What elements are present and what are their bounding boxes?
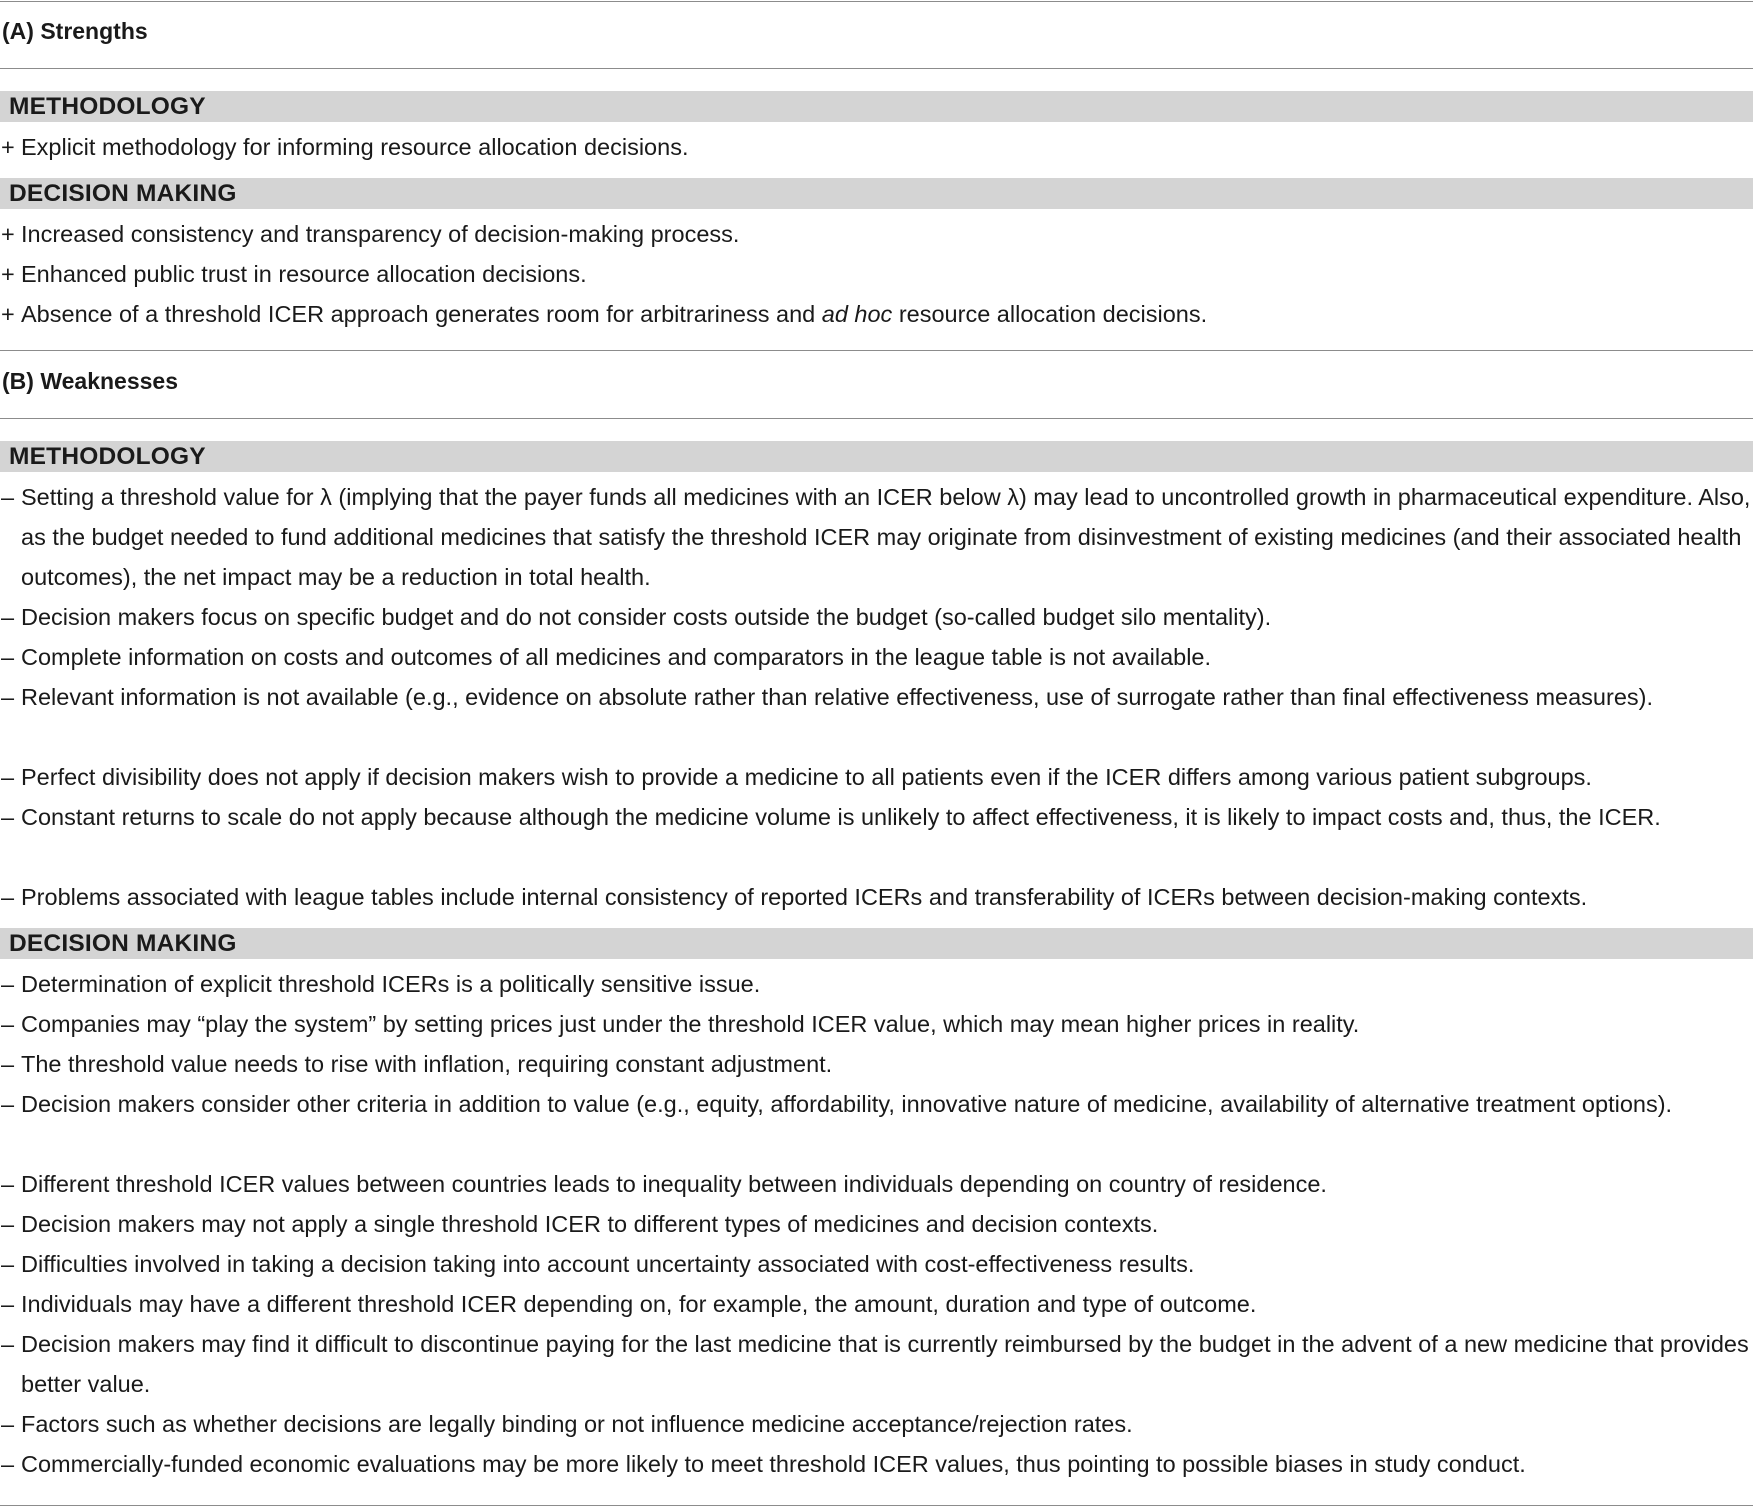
list-marker: –	[1, 971, 15, 997]
bottom-rule	[0, 1505, 1753, 1506]
list-marker: –	[1, 1411, 15, 1437]
list-item-text: Decision makers may not apply a single threshold ICER to different types of medicines and decision contexts.	[21, 1211, 1159, 1237]
strengths-title: (A) Strengths	[2, 18, 148, 44]
list-item-text: Decision makers focus on specific budget and do not consider costs outside the budget (so-called budget silo mentality).	[21, 604, 1272, 630]
list-marker: –	[1, 604, 15, 630]
list-marker: –	[1, 1211, 15, 1237]
list-item-text: Setting a threshold value for λ (implying that the payer funds all medicines with an ICER below λ) may lead to uncontrolled growth in pharmaceutical expenditure. Also, as the budget needed to fund additional medicines that satisfy the threshold ICER may originate from disinvestment of existing medicines (and their associated health outcomes), the net impact may be a reduction in total health.	[21, 484, 1751, 590]
list-marker: –	[1, 1251, 15, 1277]
list-marker: –	[1, 1451, 15, 1477]
list-item	[1, 1404, 1753, 1444]
weaknesses-decision-heading-bar	[0, 928, 1753, 959]
list-marker: +	[1, 261, 15, 287]
list-item	[1, 597, 1753, 637]
list-item	[1, 214, 1753, 254]
list-item-text: Companies may “play the system” by setting prices just under the threshold ICER value, which may mean higher prices in reality.	[21, 1011, 1360, 1037]
list-marker: +	[1, 301, 15, 327]
list-item	[1, 1284, 1753, 1324]
top-rule	[0, 1, 1753, 2]
weaknesses-decision-heading: DECISION MAKING	[9, 930, 237, 957]
list-item	[1, 127, 1753, 167]
list-item	[1, 877, 1753, 917]
list-item	[1, 1204, 1753, 1244]
list-marker: –	[1, 1331, 15, 1357]
strengths-decision-heading-bar	[0, 178, 1753, 209]
list-marker: –	[1, 1171, 15, 1197]
list-item	[1, 1444, 1753, 1484]
list-item-text: Perfect divisibility does not apply if decision makers wish to provide a medicine to all patients even if the ICER differs among various patient subgroups.	[21, 764, 1592, 790]
list-item-text: Increased consistency and transparency of decision-making process.	[21, 221, 740, 247]
list-item-text: Different threshold ICER values between countries leads to inequality between individuals depending on country of residence.	[21, 1171, 1327, 1197]
strengths-title-rule	[0, 68, 1753, 69]
weaknesses-title-rule	[0, 418, 1753, 419]
list-item	[1, 1084, 1753, 1124]
strengths-decision-heading: DECISION MAKING	[9, 180, 237, 207]
list-marker: –	[1, 684, 15, 710]
list-item-text: Problems associated with league tables include internal consistency of reported ICERs and transferability of ICERs between decision-making contexts.	[21, 884, 1588, 910]
list-marker: –	[1, 804, 15, 830]
list-marker: –	[1, 484, 15, 510]
list-marker: –	[1, 1091, 15, 1117]
list-item	[1, 1244, 1753, 1284]
list-item	[1, 797, 1753, 837]
list-item-text: Individuals may have a different threshold ICER depending on, for example, the amount, duration and type of outcome.	[21, 1291, 1257, 1317]
list-item-text-after: resource allocation decisions.	[898, 301, 1208, 327]
list-item-text: Decision makers may find it difficult to discontinue paying for the last medicine that is currently reimbursed by the budget in the advent of a new medicine that provides better value.	[21, 1331, 1749, 1397]
list-marker: +	[1, 221, 15, 247]
list-item-text: The threshold value needs to rise with inflation, requiring constant adjustment.	[21, 1051, 833, 1077]
list-item-text: Factors such as whether decisions are legally binding or not influence medicine acceptance/rejection rates.	[21, 1411, 1133, 1437]
list-item	[1, 1004, 1753, 1044]
weaknesses-methodology-heading-bar	[0, 441, 1753, 472]
list-item-text: Explicit methodology for informing resource allocation decisions.	[21, 134, 689, 160]
list-item-italic: ad hoc	[821, 301, 893, 327]
weaknesses-top-rule	[0, 350, 1753, 351]
list-item	[1, 294, 1753, 334]
strengths-methodology-heading-bar	[0, 91, 1753, 122]
list-item-text: Difficulties involved in taking a decision taking into account uncertainty associated with cost-effectiveness results.	[21, 1251, 1195, 1277]
list-marker: –	[1, 1011, 15, 1037]
weaknesses-methodology-heading: METHODOLOGY	[9, 443, 206, 470]
list-item-text: Decision makers consider other criteria in addition to value (e.g., equity, affordability, innovative nature of medicine, availability of alternative treatment options).	[21, 1091, 1673, 1117]
list-marker: +	[1, 134, 15, 160]
list-item-text: Determination of explicit threshold ICERs is a politically sensitive issue.	[21, 971, 761, 997]
list-item	[1, 254, 1753, 294]
list-item-text: Absence of a threshold ICER approach generates room for arbitrariness and	[21, 301, 816, 327]
list-marker: –	[1, 764, 15, 790]
list-item	[1, 1324, 1753, 1404]
list-item	[1, 677, 1753, 717]
list-item-text: Constant returns to scale do not apply because although the medicine volume is unlikely to affect effectiveness, it is likely to impact costs and, thus, the ICER.	[21, 804, 1661, 830]
strengths-methodology-heading: METHODOLOGY	[9, 93, 206, 120]
list-item-text: Complete information on costs and outcomes of all medicines and comparators in the league table is not available.	[21, 644, 1212, 670]
list-item-text: Relevant information is not available (e.g., evidence on absolute rather than relative effectiveness, use of surrogate rather than final effectiveness measures).	[21, 684, 1653, 710]
list-marker: –	[1, 1051, 15, 1077]
weaknesses-title: (B) Weaknesses	[2, 368, 178, 394]
list-item-text: Enhanced public trust in resource allocation decisions.	[21, 261, 587, 287]
list-marker: –	[1, 644, 15, 670]
list-item	[1, 1044, 1753, 1084]
list-marker: –	[1, 884, 15, 910]
list-item-text: Commercially-funded economic evaluations may be more likely to meet threshold ICER values, thus pointing to possible biases in study conduct.	[21, 1451, 1526, 1477]
list-item	[1, 757, 1753, 797]
list-item	[1, 1164, 1753, 1204]
list-item	[1, 964, 1753, 1004]
list-item	[1, 477, 1753, 597]
list-item	[1, 637, 1753, 677]
list-marker: –	[1, 1291, 15, 1317]
